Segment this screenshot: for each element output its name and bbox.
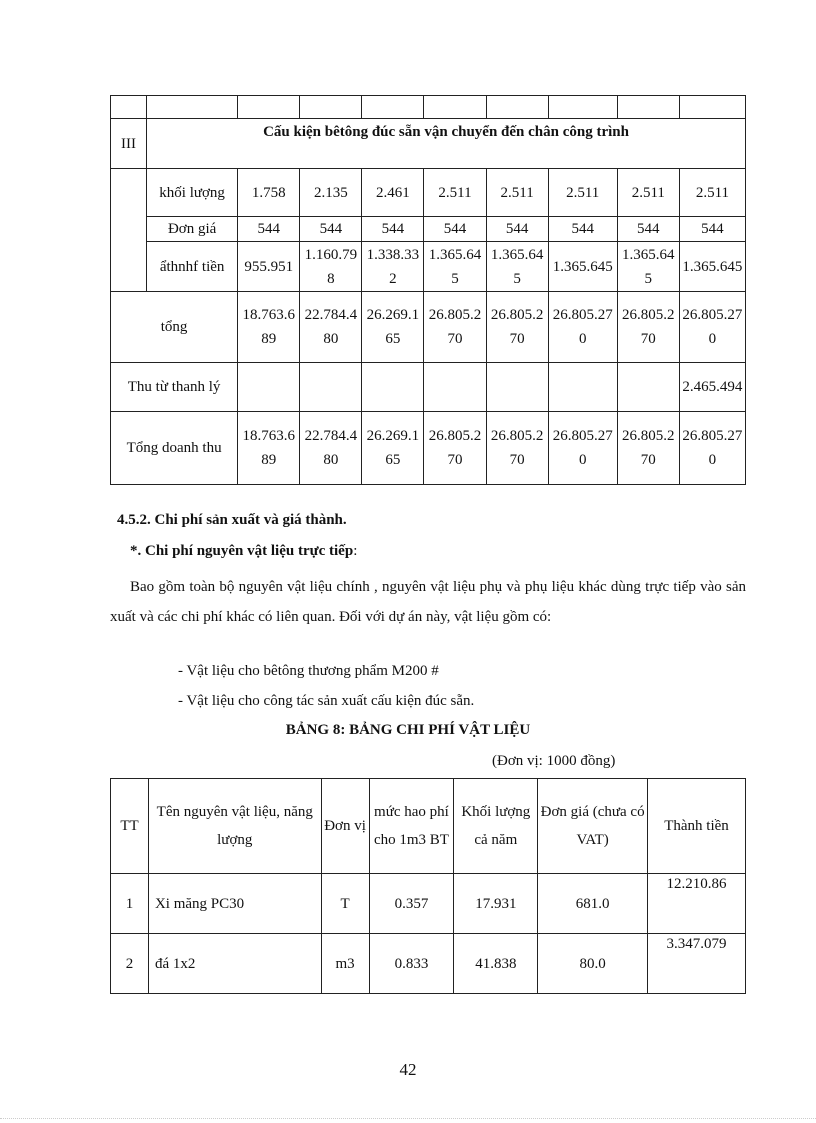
- row-label: khối lượng: [147, 169, 238, 217]
- column-header: Thành tiền: [648, 779, 746, 874]
- revenue-table: [110, 95, 746, 485]
- revenue-row: Tổng doanh thu 18.763.689 22.784.480 26.269.165 26.805.270 26.805.270 26.805.270 26.805.270 26.805.270: [111, 412, 746, 485]
- bullet-item: - Vật liệu cho bêtông thương phẩm M200 #: [178, 663, 439, 679]
- column-header: TT: [111, 779, 149, 874]
- column-header: Khối lượng cả năm: [454, 779, 538, 874]
- unit-note: (Đơn vị: 1000 đồng): [492, 753, 616, 769]
- intro-paragraph: Bao gồm toàn bộ nguyên vật liệu chính , nguyên vật liệu phụ và phụ liệu khác dùng trực tiếp vào sản xuất và các chi phí khác có liên quan. Đối với dự án này, vật liệu gồm có:: [110, 579, 746, 625]
- table-row: ẩthnhf tiền 955.951 1.160.798 1.338.332 1.365.645 1.365.645 1.365.645 1.365.645 1.365.645: [111, 242, 746, 292]
- subheading: *. Chi phí nguyên vật liệu trực tiếp:: [130, 543, 358, 559]
- row-label: ẩthnhf tiền: [147, 242, 238, 292]
- column-header: Đơn vị: [321, 779, 369, 874]
- page-bottom-divider: [0, 1118, 816, 1119]
- materials-cost-table: [110, 778, 746, 994]
- section-title: Cấu kiện bêtông đúc sẵn vận chuyển đến chân công trình: [147, 119, 746, 169]
- liquidation-row: Thu từ thanh lý 2.465.494: [111, 363, 746, 412]
- section-row: [111, 119, 746, 169]
- table-title: BẢNG 8: BẢNG CHI PHÍ VẬT LIỆU: [285, 722, 531, 738]
- column-header: mức hao phí cho 1m3 BT: [369, 779, 454, 874]
- column-header: Đơn giá (chưa có VAT): [538, 779, 648, 874]
- bullet-item: - Vật liệu cho công tác sản xuất cấu kiện đúc sẵn.: [178, 693, 475, 709]
- table-row: 1 Xi măng PC30 T 0.357 17.931 681.0 12.210.86: [111, 874, 746, 934]
- section-heading: 4.5.2. Chi phí sản xuất và giá thành.: [117, 512, 347, 528]
- total-row: tổng 18.763.689 22.784.480 26.269.165 26.805.270 26.805.270 26.805.270 26.805.270 26.805.270: [111, 292, 746, 363]
- section-number: III: [111, 119, 147, 169]
- table-row: 2 đá 1x2 m3 0.833 41.838 80.0 3.347.079: [111, 934, 746, 994]
- header-row: [111, 779, 746, 874]
- row-label: tổng: [111, 292, 238, 363]
- page-number: 42: [399, 1060, 417, 1079]
- row-label: Đơn giá: [147, 217, 238, 242]
- table-row: Đơn giá 544 544 544 544 544 544 544 544: [111, 217, 746, 242]
- row-label: Thu từ thanh lý: [111, 363, 238, 412]
- table-row: khối lượng 1.758 2.135 2.461 2.511 2.511 2.511 2.511 2.511: [111, 169, 746, 217]
- column-header: Tên nguyên vật liệu, năng lượng: [148, 779, 321, 874]
- table-row: [111, 96, 746, 119]
- row-label: Tổng doanh thu: [111, 412, 238, 485]
